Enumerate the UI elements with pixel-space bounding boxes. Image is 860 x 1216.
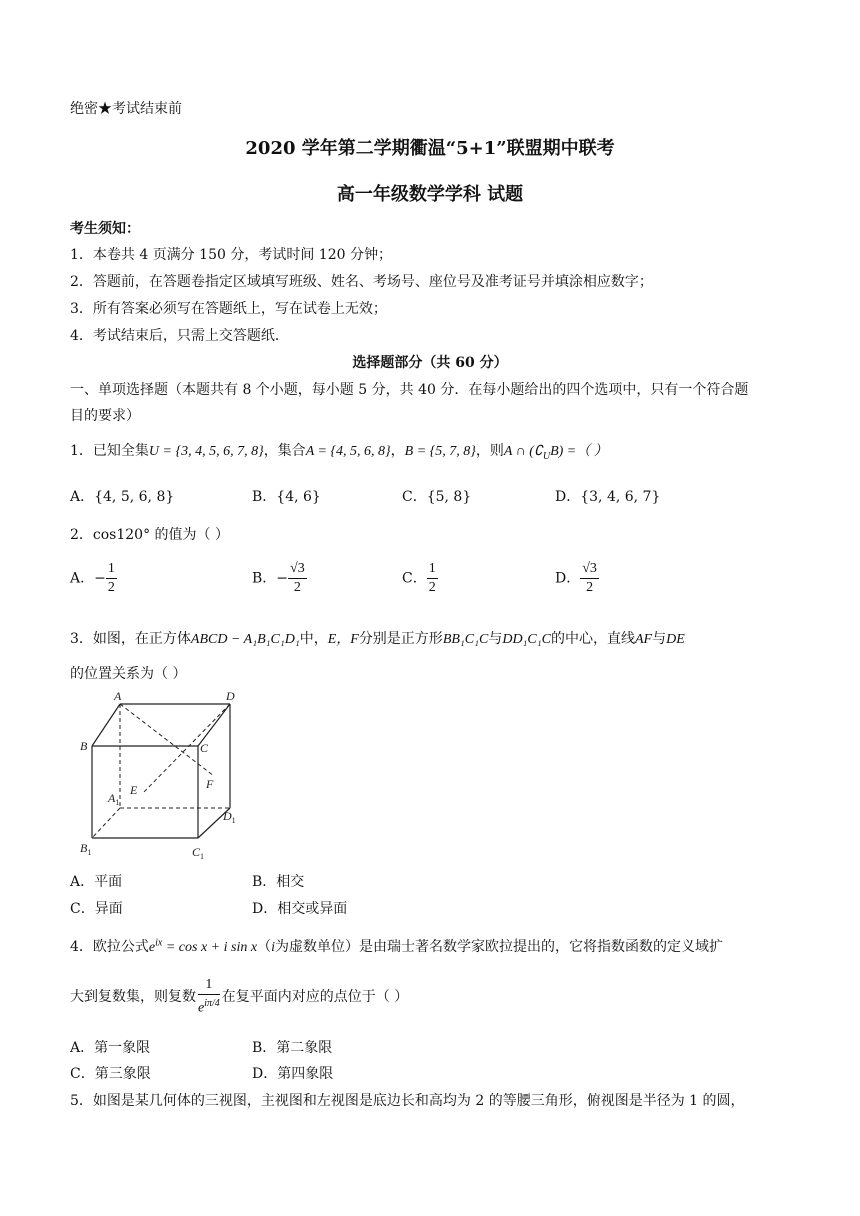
question-1-stem: 1．已知全集U = {3, 4, 5, 6, 7, 8}，集合A = {4, 5, 6, 8}，B = {5, 7, 8}，则A ∩ $(∁_UB)$ =（ ） [70,443,608,462]
q1-option-b: B．{4, 6} [252,489,321,505]
vertex-label-d1: $D_1$ [223,809,236,825]
vertex-label-c1: $C_1$ [192,845,205,861]
q4-option-b: B．第二象限 [252,1040,333,1056]
question-4-stem: 4．欧拉公式$e^{ix} = \cos x + i$ sin x（i为虚数单位）是由瑞士著名数学家欧拉提出的，它将指数函数的定义域扩 [70,937,723,955]
vertex-label-a1: $A_1$ [108,791,120,807]
q1-option-a: A．{4, 5, 6, 8} [70,489,175,505]
q2-option-d: D． $\frac{√3}{2}$ [555,561,597,595]
vertex-label-b: B [80,739,88,753]
notice-item: 1．本卷共 4 页满分 150 分，考试时间 120 分钟； [70,247,392,263]
question-5-stem: 5．如图是某几何体的三视图，主视图和左视图是底边长和高均为 2 的等腰三角形，俯视图是半径为 1 的圆， [70,1093,745,1109]
q4-option-a: A．第一象限 [70,1040,151,1056]
question-3-stem-cont: 的位置关系为（ ） [70,666,187,682]
q3-option-c: C．异面 [70,901,123,917]
notice-heading: 考生须知： [70,221,140,237]
q2-option-c: C． $\frac{1}{2}$ [402,561,436,595]
point-label-f: F [206,777,214,791]
secret-label: 绝密★考试结束前 [70,101,182,117]
question-2-stem: 2．cos120° 的值为（ ） [70,527,229,543]
notice-item: 4．考试结束后，只需上交答题纸． [70,328,289,344]
section-intro: 一、单项选择题（本题共有 8 个小题，每小题 5 分，共 40 分．在每小题给出的四个选项中，只有一个符合题 [70,382,749,398]
exam-subtitle: 高一年级数学学科 试题 [336,184,524,205]
vertex-label-a: A [114,690,122,703]
notice-item: 2．答题前，在答题卷指定区域填写班级、姓名、考场号、座位号及准考证号并填涂相应数字； [70,274,653,290]
notice-item: 3．所有答案必须写在答题纸上，写在试卷上无效； [70,301,387,317]
exam-title: 2020 学年第二学期衢温“5+1”联盟期中联考 [245,138,615,159]
q2-option-a: A．− $\frac{1}{2}$ [70,561,115,595]
q1-option-c: C．{5, 8} [402,489,472,505]
q1-option-d: D．{3, 4, 6, 7} [555,489,661,505]
q3-option-d: D．相交或异面 [252,901,348,917]
q4-option-c: C．第三象限 [70,1066,151,1082]
point-label-e: E [130,783,138,797]
q3-option-a: A．平面 [70,874,123,890]
section-title: 选择题部分（共 60 分） [352,355,508,371]
q3-option-b: B．相交 [252,874,305,890]
vertex-label-b1: $B_1$ [80,841,92,857]
q4-option-d: D．第四象限 [252,1066,334,1082]
cube-figure [78,690,248,865]
vertex-label-d: D [226,690,235,703]
vertex-label-c: C [200,741,209,755]
question-4-stem-cont: 大到复数集，则复数 $\frac{1}{e^{i\pi/4}}$ 在复平面内对应的点位于（ ） [70,977,409,1016]
question-3-stem: 3．如图，在正方体ABCD − A₁B₁C₁D₁中，E，F分别是正方形BB₁C₁C与DD₁C₁C的中心，直线AF与DE [70,631,685,647]
q2-option-b: B．− $\frac{√3}{2}$ [252,561,305,595]
section-intro-cont: 目的要求） [70,408,140,424]
